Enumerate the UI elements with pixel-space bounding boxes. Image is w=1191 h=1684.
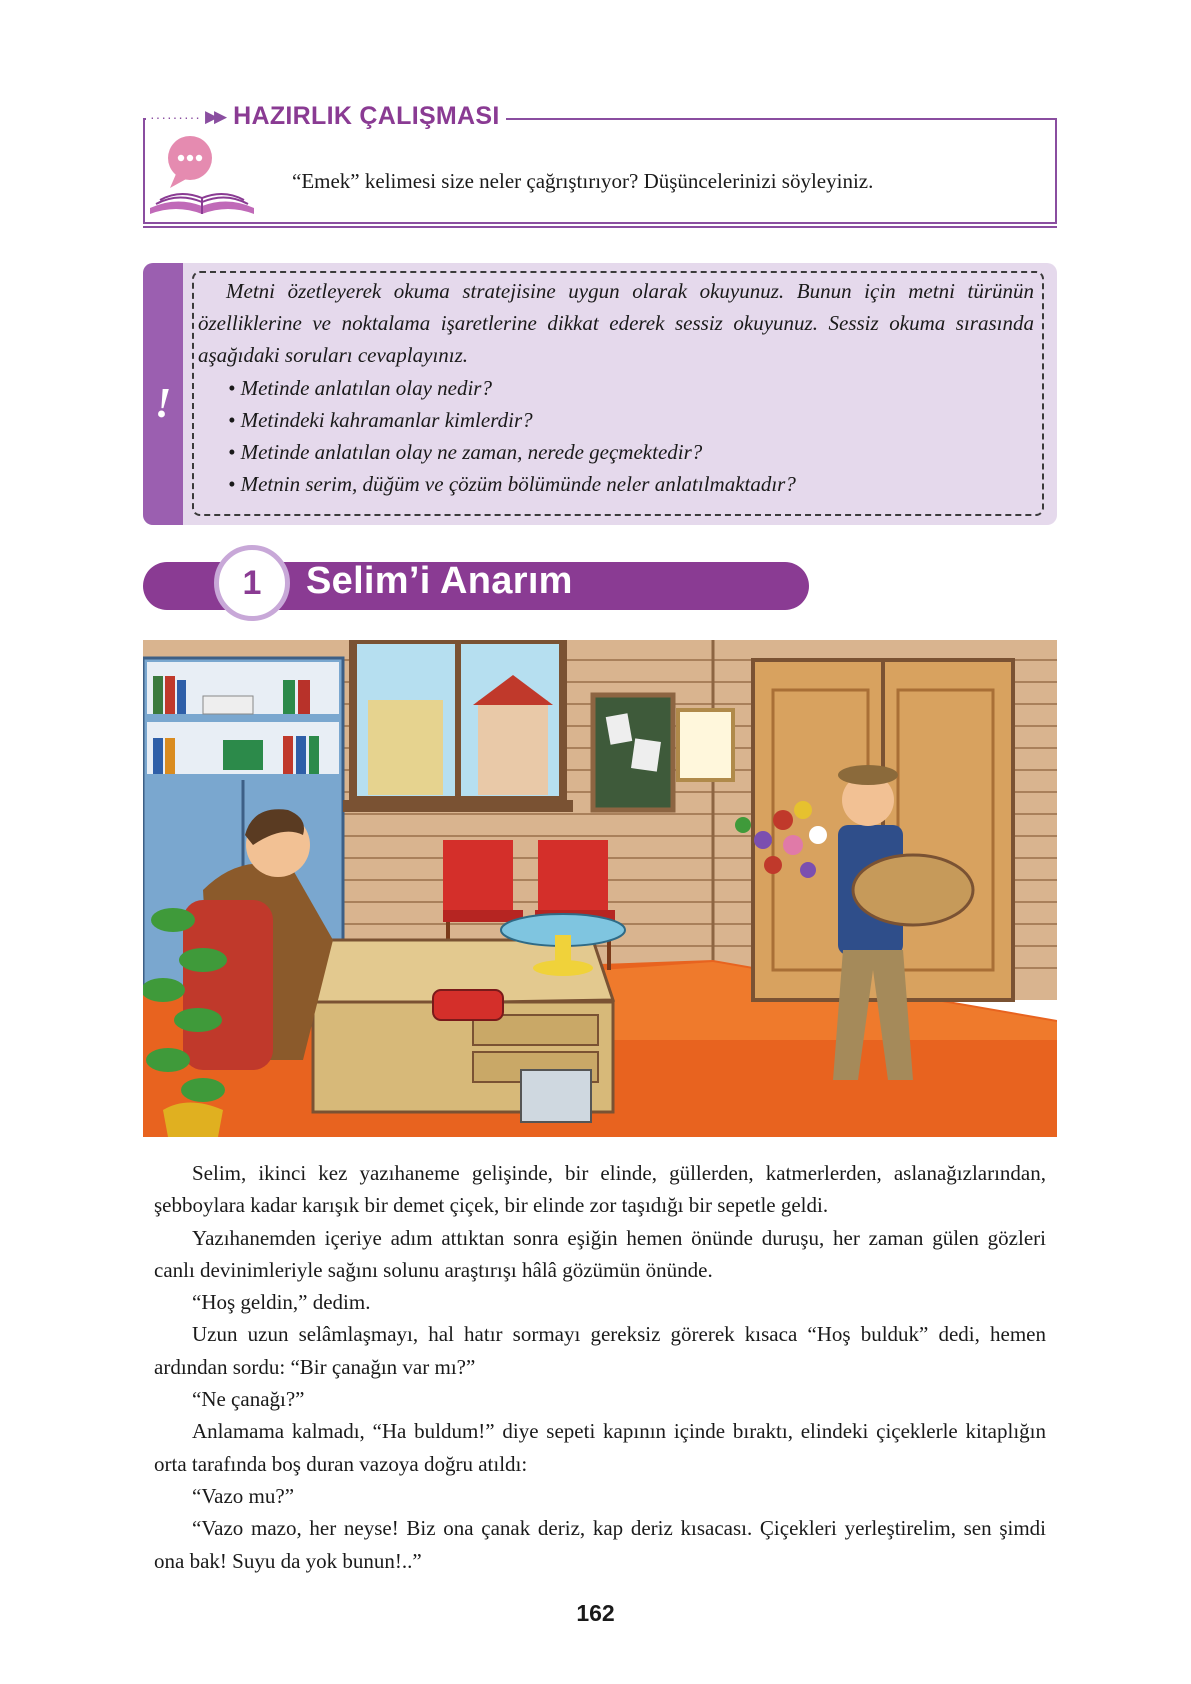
dotted-leader: ········· (150, 108, 201, 125)
story-paragraph: “Hoş geldin,” dedim. (192, 1290, 371, 1315)
exclamation-icon: ! (154, 381, 172, 427)
chapter-title: Selim’i Anarım (306, 560, 573, 602)
reading-instructions (198, 275, 1034, 500)
reading-question: • Metindeki kahramanlar kimlerdir? (228, 404, 1034, 436)
preparation-heading (146, 102, 506, 131)
story-paragraph: “Vazo mazo, her neyse! Biz ona çanak deriz, kap deriz kısacası. Çiçekleri yerleştirelim, sen şimdi ona bak! Suyu da yok bunun!..” (154, 1516, 1046, 1573)
story-paragraph: “Vazo mu?” (192, 1483, 295, 1508)
page-number: 162 (576, 1600, 615, 1626)
story-paragraph: Uzun uzun selâmlaşmayı, hal hatır sormayı gereksiz görerek kısaca “Hoş bulduk” dedi, hemen ardından sordu: “Bir çanağın var mı?” (154, 1322, 1046, 1379)
story-paragraph: Anlamama kalmadı, “Ha buldum!” diye sepeti kapının içinde bıraktı, elindeki çiçeklerle kitaplığın orta tarafında boş duran vazoya doğru atıldı: (154, 1419, 1046, 1476)
story-paragraph: Selim, ikinci kez yazıhaneme gelişinde, bir elinde, güllerden, katmerlerden, aslanağızlarından, şebboylara kadar karışık bir demet çiçek, bir elinde zor taşıdığı bir sepetle geldi. (154, 1161, 1046, 1218)
reading-question: • Metinde anlatılan olay ne zaman, nerede geçmektedir? (228, 436, 1034, 468)
reading-intro: Metni özetleyerek okuma stratejisine uygun olarak okuyunuz. Bunun için metni türünün özelliklerine ve noktalama işaretlerine dikkat ederek sessiz okuyunuz. Sessiz okuma sırasında aşağıdaki soruları cevaplayınız. (198, 279, 1034, 368)
office-scene-illustration (143, 640, 1057, 1137)
chapter-number-badge (214, 545, 290, 621)
preparation-question: “Emek” kelimesi size neler çağrıştırıyor? Düşüncelerinizi söyleyiniz. (292, 169, 874, 193)
scalloped-edge (176, 263, 186, 525)
chapter-number: 1 (242, 563, 262, 602)
story-paragraph: Yazıhanemden içeriye adım attıktan sonra eşiğin hemen önünde duruşu, her zaman gülen gözleri canlı devinimleriyle sağını solunu araştırışı hâlâ gözümün önünde. (154, 1225, 1046, 1282)
preparation-title: HAZIRLIK ÇALIŞMASI (233, 102, 500, 130)
reading-question: • Metinde anlatılan olay nedir? (228, 372, 1034, 404)
double-arrow-icon: ▶▶ (204, 106, 224, 127)
story-text (154, 1157, 1046, 1577)
reading-question: • Metnin serim, düğüm ve çözüm bölümünde neler anlatılmaktadır? (228, 468, 1034, 500)
speech-book-icon (146, 134, 258, 220)
story-paragraph: “Ne çanağı?” (192, 1387, 305, 1412)
reading-questions (198, 372, 1034, 501)
